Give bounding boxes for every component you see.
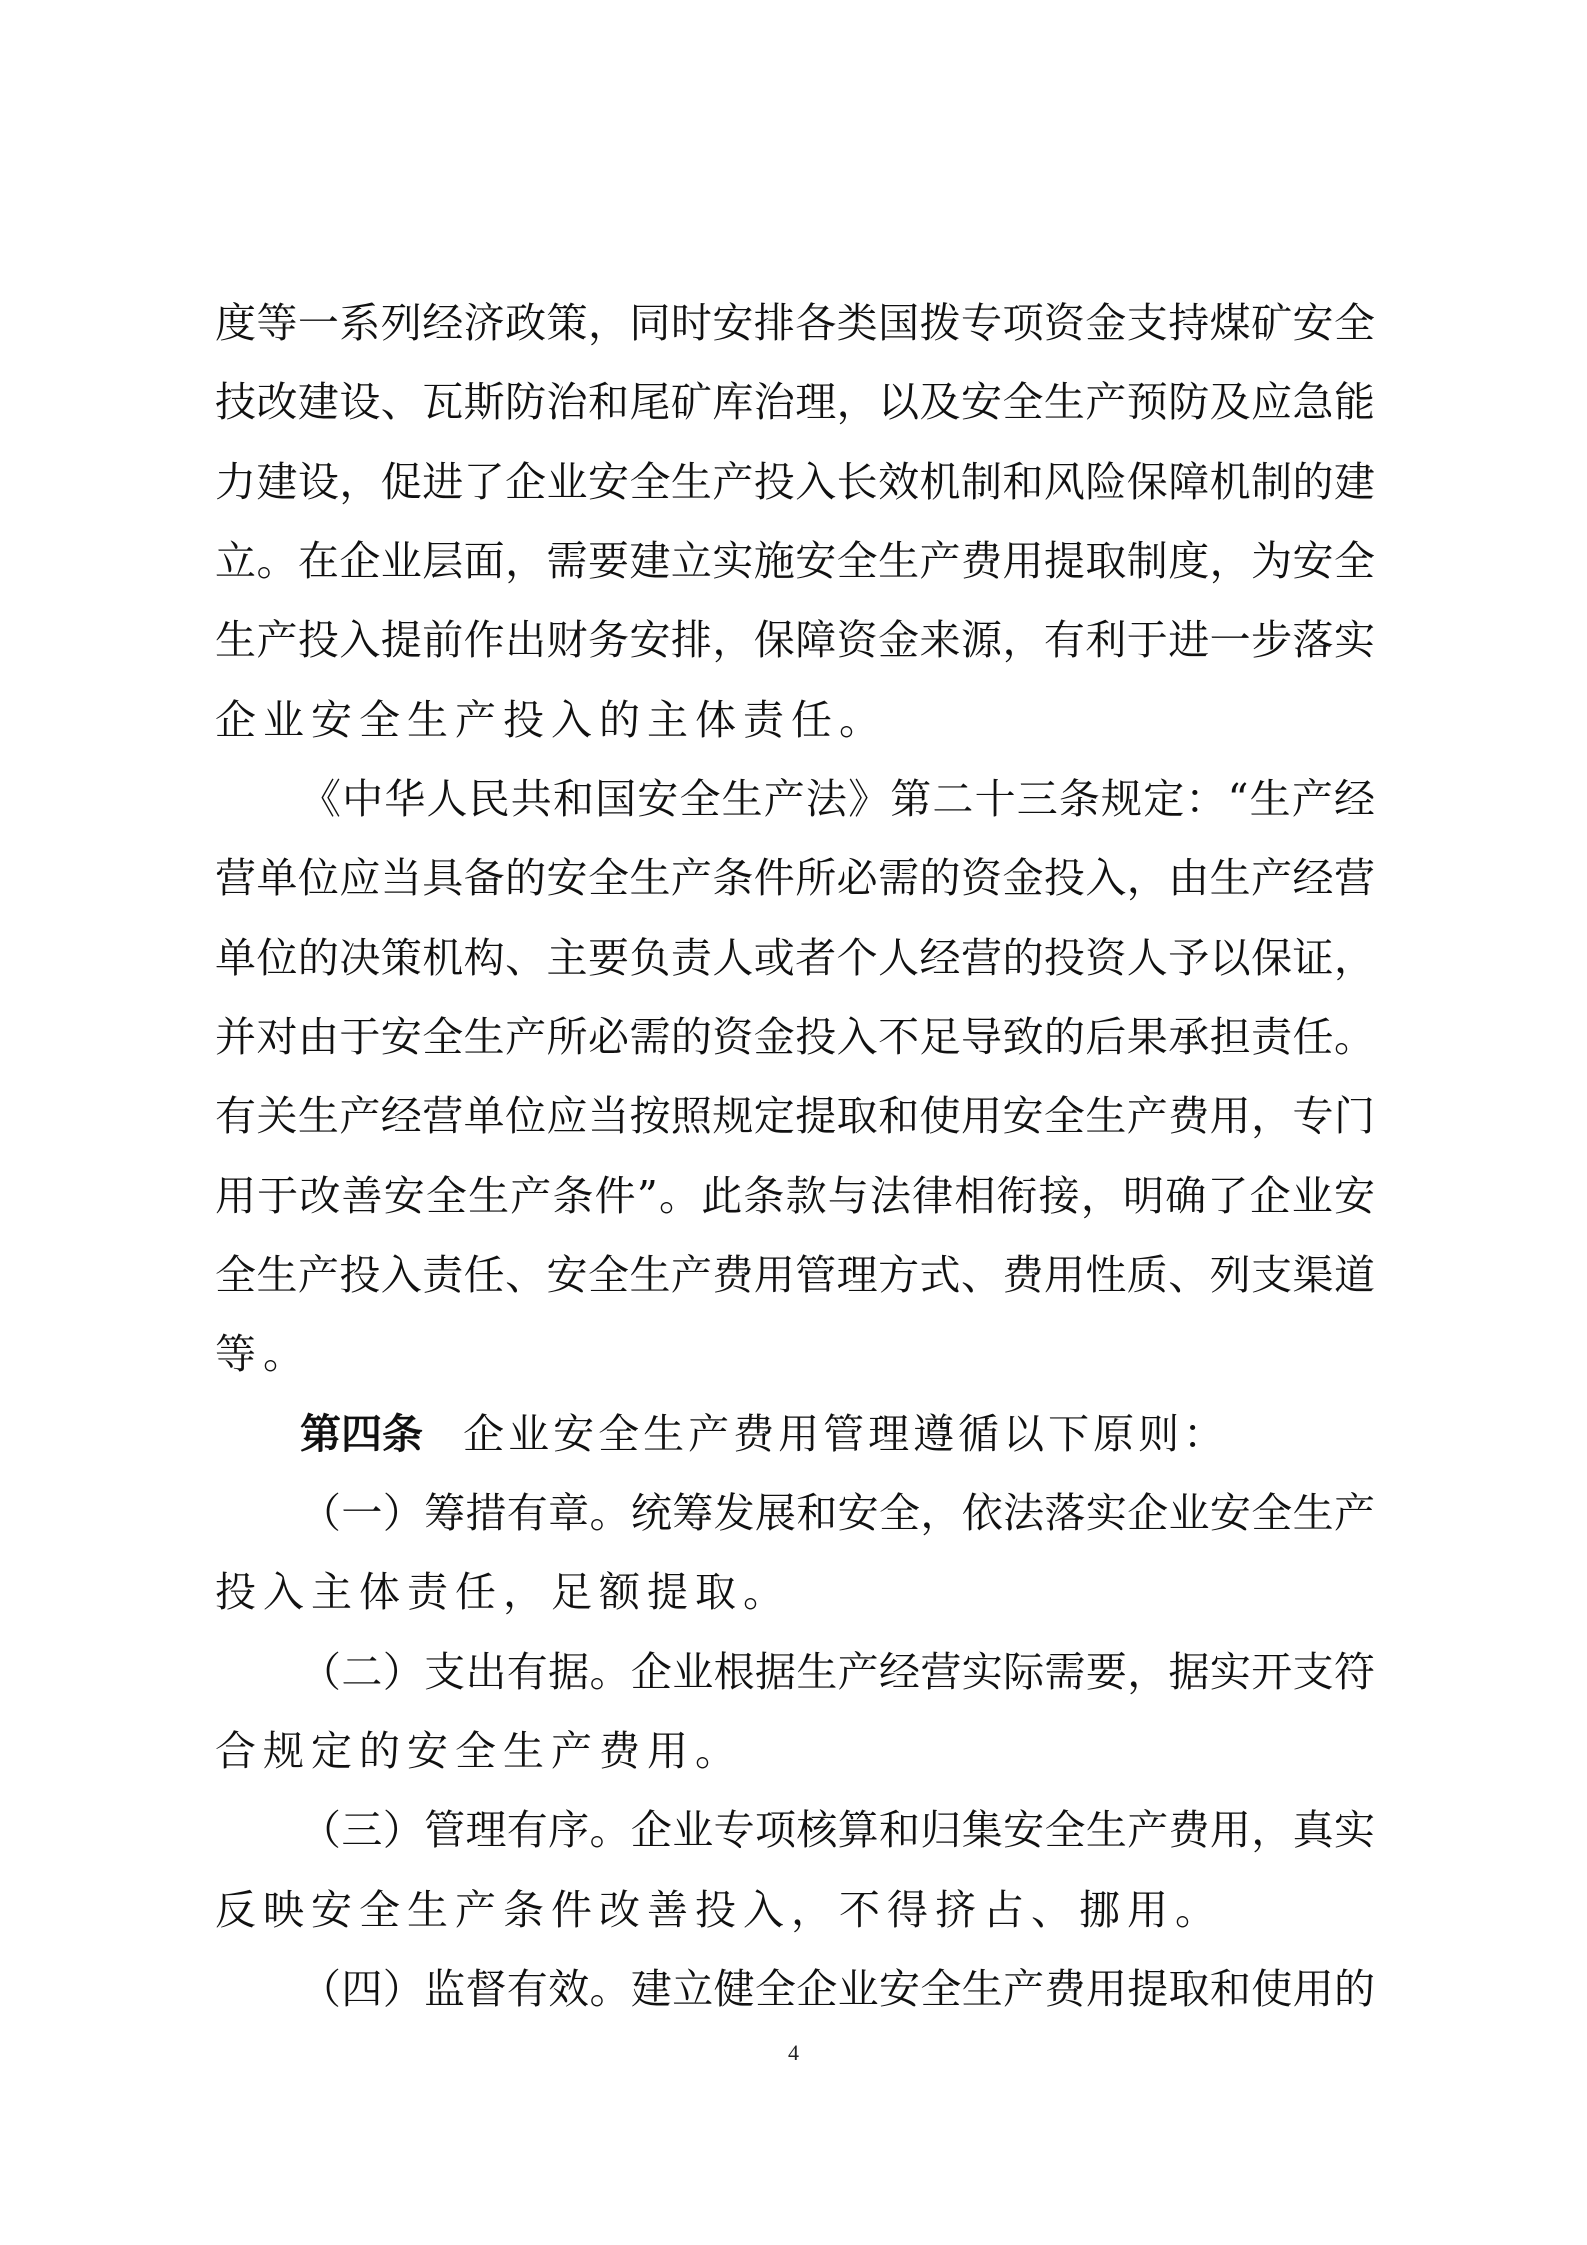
article-number: 第四条 <box>300 1410 423 1458</box>
body-line: 生产投入提前作出财务安排，保障资金来源，有利于进一步落实 <box>215 616 1375 664</box>
principle-line: 反映安全生产条件改善投入，不得挤占、挪用。 <box>215 1886 1223 1934</box>
page-number: 4 <box>788 2040 799 2065</box>
article-text: 企业安全生产费用管理遵循以下原则： <box>463 1410 1229 1458</box>
body-line: 技改建设、瓦斯防治和尾矿库治理，以及安全生产预防及应急能 <box>215 378 1375 426</box>
body-line: 度等一系列经济政策，同时安排各类国拨专项资金支持煤矿安全 <box>215 299 1375 347</box>
body-line: 单位的决策机构、主要负责人或者个人经营的投资人予以保证， <box>215 934 1375 982</box>
principle-line: （一）筹措有章。统筹发展和安全，依法落实企业安全生产 <box>300 1489 1375 1537</box>
body-line: 等。 <box>215 1330 311 1378</box>
article-heading <box>300 1394 1375 1474</box>
principle-line: 合规定的安全生产费用。 <box>215 1727 743 1775</box>
body-line: 立。在企业层面，需要建立实施安全生产费用提取制度，为安全 <box>215 537 1375 585</box>
body-line: 全生产投入责任、安全生产费用管理方式、费用性质、列支渠道 <box>215 1251 1375 1299</box>
body-line: 用于改善安全生产条件”。此条款与法律相衔接，明确了企业安 <box>215 1172 1375 1220</box>
body-line: 并对由于安全生产所必需的资金投入不足导致的后果承担责任。 <box>215 1013 1375 1061</box>
body-line: 《中华人民共和国安全生产法》第二十三条规定：“生产经 <box>300 775 1375 823</box>
principle-line: （二）支出有据。企业根据生产经营实际需要，据实开支符 <box>300 1648 1375 1696</box>
body-line: 有关生产经营单位应当按照规定提取和使用安全生产费用，专门 <box>215 1092 1375 1140</box>
body-line: 力建设，促进了企业安全生产投入长效机制和风险保障机制的建 <box>215 458 1375 506</box>
principle-line: （四）监督有效。建立健全企业安全生产费用提取和使用的 <box>300 1965 1375 2013</box>
principle-line: 投入主体责任，足额提取。 <box>215 1568 791 1616</box>
body-line: 营单位应当具备的安全生产条件所必需的资金投入，由生产经营 <box>215 854 1375 902</box>
principle-line: （三）管理有序。企业专项核算和归集安全生产费用，真实 <box>300 1806 1375 1854</box>
body-line: 企业安全生产投入的主体责任。 <box>215 696 887 744</box>
